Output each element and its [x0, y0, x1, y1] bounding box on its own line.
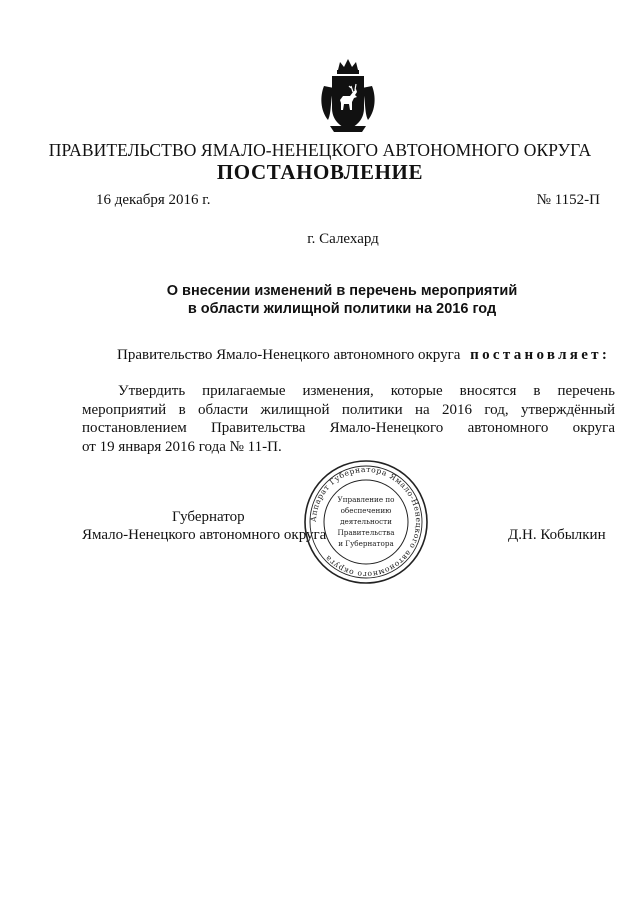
body-paragraph	[82, 382, 615, 456]
heading-line-1: О внесении изменений в перечень мероприятий	[166, 283, 518, 299]
document-number: № 1152-П	[536, 192, 600, 208]
document-heading	[0, 282, 640, 318]
body-line-1: Утвердить прилагаемые изменения, которые вносятся в перечень	[118, 383, 615, 399]
heading-line-2: в области жилищной политики на 2016 год	[187, 301, 497, 317]
preamble-text: Правительство Ямало-Ненецкого автономного округа	[117, 347, 461, 363]
decree-word: постановляет:	[470, 347, 611, 363]
body-line-2: мероприятий в области жилищной политики на 2016 год, утверждённый	[82, 401, 615, 418]
stamp-line-2: обеспечению	[340, 506, 392, 515]
body-line-4: от 19 января 2016 года № 11-П.	[82, 438, 282, 455]
document-type-title: ПОСТАНОВЛЕНИЕ	[216, 160, 424, 184]
stamp-line-4: Правительства	[337, 528, 395, 537]
signer-name: Д.Н. Кобылкин	[508, 527, 606, 543]
stamp-line-3: деятельности	[340, 517, 392, 526]
preamble	[117, 347, 610, 364]
document-date: 16 декабря 2016 г.	[96, 192, 211, 208]
signer-position-line-1: Губернатор	[172, 509, 245, 525]
signer-position-line-2: Ямало-Ненецкого автономного округа	[82, 527, 327, 543]
document-city: г. Салехард	[307, 231, 379, 247]
stamp-line-5: и Губернатора	[338, 539, 394, 548]
official-stamp	[302, 458, 430, 586]
coat-of-arms-emblem	[316, 56, 380, 136]
body-line-3: постановлением Правительства Ямало-Ненецкого автономного округа	[82, 420, 615, 436]
organization-title: ПРАВИТЕЛЬСТВО ЯМАЛО-НЕНЕЦКОГО АВТОНОМНОГО ОКРУГА	[48, 140, 592, 160]
stamp-ring-text: Аппарат Губернатора Ямало-Ненецкого автономного округа	[308, 464, 424, 580]
stamp-line-1: Управление по	[337, 495, 395, 504]
